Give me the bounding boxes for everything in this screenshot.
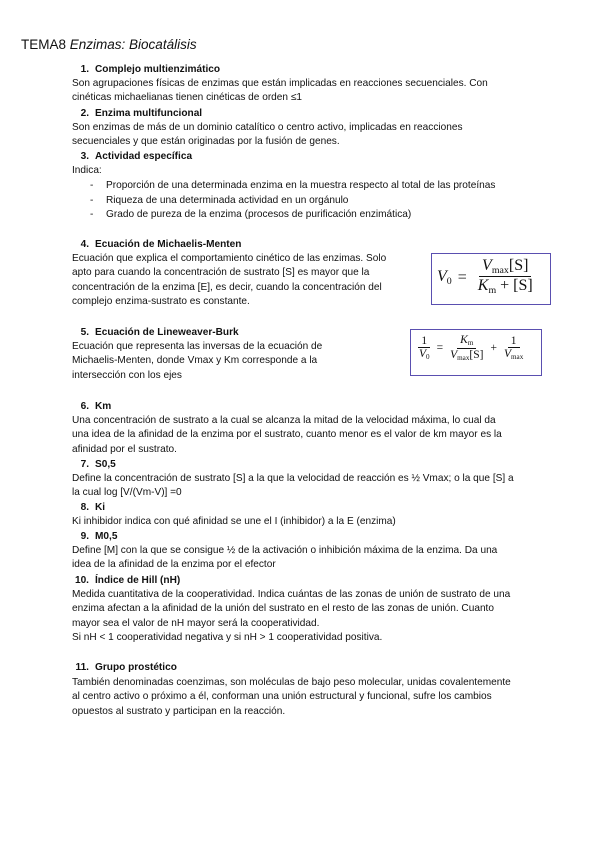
section-heading: 4. Ecuación de Michaelis-Menten	[80, 239, 242, 250]
section-heading: 6. Km	[80, 401, 112, 412]
section-heading: 10. Índice de Hill (nH)	[74, 575, 181, 586]
section-body: Son agrupaciones físicas de enzimas que están implicadas en reacciones secuenciales. Con cinéticas michaelianas tienen cinéticas de orden ≤1	[72, 78, 488, 104]
topic-subtitle: Enzimas: Biocatálisis	[69, 37, 197, 52]
topic-label: TEMA8	[21, 37, 67, 52]
section-body: Ecuación que explica el comportamiento cinético de las enzimas. Solo apto para cuando la concentración de sustrato [S] es mayor que la concentración de la enzima [E], es decir, cuando la concentración del complejo enzima-sustrato es constante.	[72, 253, 387, 308]
section-body: Define [M] con la que se consigue ½ de la activación o inhibición máxima de la enzima. Da una idea de la afinidad de la enzima por el efector	[72, 545, 498, 571]
section-heading: 5. Ecuación de Lineweaver-Burk	[80, 327, 239, 338]
section-heading: 9. M0,5	[80, 531, 118, 542]
list-item: - Riqueza de una determinada actividad en un orgánulo	[72, 194, 495, 209]
list-item: - Grado de pureza de la enzima (procesos de purificación enzimática)	[72, 208, 495, 223]
bullet-list	[72, 179, 495, 223]
section-body: Ecuación que representa las inversas de la ecuación de Michaelis-Menten, donde Vmax y Km corresponde a la intersección con los ejes	[72, 341, 323, 381]
section-heading: 2. Enzima multifuncional	[80, 108, 203, 119]
section-body: Son enzimas de más de un dominio catalítico o centro activo, implicadas en reacciones secuenciales y que están originadas por la fusión de genes.	[72, 122, 463, 148]
section-heading: 7. S0,5	[80, 459, 116, 470]
section-heading: 11. Grupo prostético	[75, 662, 177, 673]
list-item: - Proporción de una determinada enzima en la muestra respecto al total de las proteínas	[72, 179, 495, 194]
section-body: Define la concentración de sustrato [S] a la que la velocidad de reacción es ½ Vmax; o la que [S] a la cual log [V/(Vm-V)] =0	[72, 473, 514, 499]
section-heading: 8. Ki	[80, 502, 106, 513]
lineweaver-burk-formula: $\frac{1}{V_0}$ = $\frac{K_m}{V_{max}[S]}$ + $\frac{1}{V_{max}}$	[410, 329, 542, 376]
page-title	[21, 37, 197, 52]
section-body: Una concentración de sustrato a la cual se alcanza la mitad de la velocidad máxima, lo cual da una idea de la afinidad de la enzima por el sustrato, cuanto menor es el valor de km mayor es la afinidad por el sustrato.	[72, 415, 502, 455]
section-heading: 3. Actividad específica	[80, 151, 193, 162]
section-body: Ki inhibidor indica con qué afinidad se une el I (inhibidor) a la E (enzima)	[72, 516, 396, 527]
section-body: También denominadas coenzimas, son moléculas de bajo peso molecular, unidas covalentemente al centro activo o próximo a él, conforman una unión estructural y funcional, sufre los cambios opuestos al sustrato y participan en la reacción.	[72, 677, 511, 717]
section-body: Medida cuantitativa de la cooperatividad. Indica cuántas de las zonas de unión de sustrato de una enzima afectan a la afinidad de la unión del sustrato en el resto de las zonas de unión. Cuanto mayor sea el valor de nH mayor será la cooperatividad. Si nH < 1 cooperatividad negativa y si nH > 1 cooperatividad positiva.	[72, 589, 511, 644]
michaelis-menten-formula: $V_0$ = $\frac{V_{max}[S]}{K_m + [S]}$	[431, 253, 551, 305]
section-body: Indica:	[72, 165, 102, 176]
section-heading: 1. Complejo multienzimático	[80, 64, 221, 75]
